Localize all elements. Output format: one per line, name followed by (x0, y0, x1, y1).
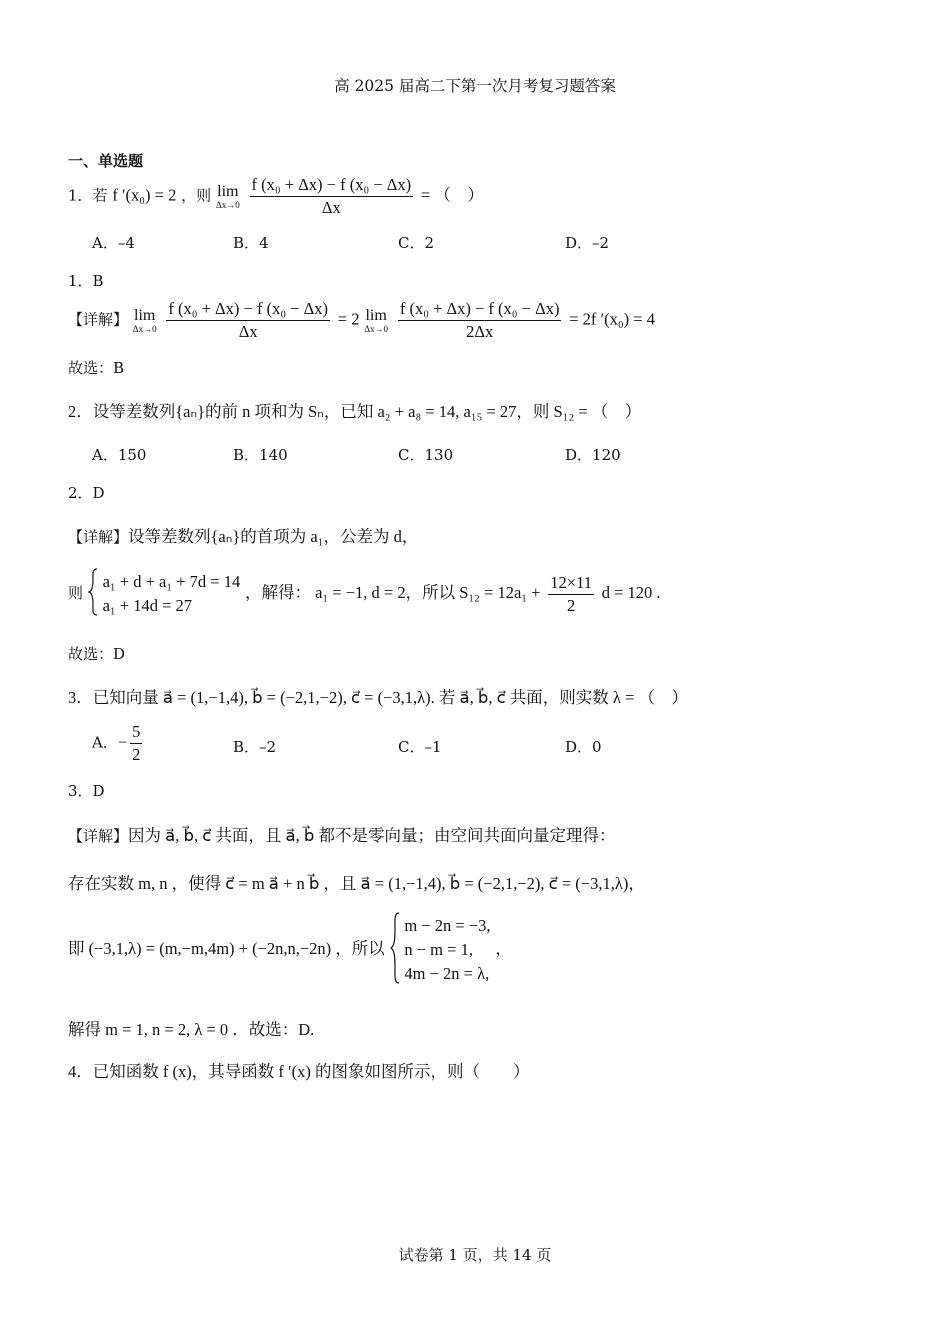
q2-solution (68, 568, 661, 620)
q3-detail-1 (68, 822, 616, 846)
q3-system-line-2: n − m = 1, (404, 940, 473, 959)
q2-system-prefix: 则 (68, 584, 84, 602)
q3-system (404, 914, 490, 986)
lim-word: lim (134, 306, 156, 324)
q3-detail-3 (68, 912, 512, 988)
fraction-numerator: 12×11 (550, 572, 592, 592)
q2-solve-end: d = 120 . (601, 583, 661, 602)
section-title: 一、单选题 (68, 152, 144, 170)
q2-system (103, 570, 241, 618)
lim-subscript: Δx→0 (215, 199, 240, 210)
q3-option-a (92, 722, 145, 765)
detail-label: 【详解】 (68, 827, 129, 845)
q2-system-line-1: a₁ + d + a₁ + 7d = 14 (102, 572, 241, 591)
q1-detail-fraction-1 (166, 299, 330, 342)
q1-stem-end: = （ ） (420, 185, 484, 205)
q1-choice: 故选：B (68, 359, 125, 377)
question-2-stem: 2．设等差数列{aₙ}的前 n 项和为 Sₙ，已知 a₂ + a₈ = 14, a₁₅ = 27，则 S₁₂ = （ ） (68, 402, 642, 421)
q2-answer: 2．D (68, 484, 105, 502)
option-label: A． (92, 733, 118, 752)
q2-option-c: C．130 (398, 446, 454, 464)
q1-condition: f ′(x₀) = 2 (112, 185, 177, 205)
q3-option-a-fraction (130, 722, 142, 765)
q1-detail-limit-1 (133, 308, 157, 334)
q1-limit (216, 184, 240, 210)
q3-option-c: C．–1 (398, 738, 442, 756)
lim-word: lim (365, 306, 387, 324)
fraction-denominator: Δx (166, 320, 330, 342)
q2-fraction (548, 573, 594, 616)
q3-option-b: B．–2 (233, 738, 277, 756)
fraction-numerator: 5 (132, 722, 141, 741)
q1-option-d: D．–2 (565, 234, 610, 252)
lim-subscript: Δx→0 (132, 323, 157, 334)
q1-detail (68, 299, 655, 342)
q2-option-a: A．150 (92, 446, 147, 464)
fraction-numerator: f (x₀ + Δx) − f (x₀ − Δx) (168, 299, 328, 318)
q2-detail-text: 设等差数列{aₙ}的首项为 a₁，公差为 d， (128, 527, 419, 546)
q1-detail-limit-2 (364, 308, 388, 334)
question-3-stem: 3．已知向量 a⃗ = (1,−1,4), b⃗ = (−2,1,−2), c⃗ = (−3,1,λ). 若 a⃗, b⃗, c⃗ 共面，则实数 λ = （ ） (68, 688, 688, 707)
lim-subscript: Δx→0 (364, 323, 389, 334)
q2-choice: 故选：D (68, 645, 126, 663)
q1-option-b: B．4 (233, 234, 269, 252)
detail-label: 【详解】 (68, 528, 129, 546)
fraction-denominator: 2Δx (398, 320, 562, 342)
lim-word: lim (217, 182, 239, 200)
q3-system-line-1: m − 2n = −3, (404, 916, 491, 935)
left-brace-icon (88, 568, 98, 620)
question-1-stem (68, 175, 484, 218)
q1-detail-fraction-2 (398, 299, 562, 342)
left-brace-icon (390, 912, 400, 988)
q1-fraction (250, 175, 414, 218)
q1-prefix: 1．若 (68, 186, 108, 205)
q1-mid-text: ，则 (181, 186, 212, 205)
q1-answer: 1．B (68, 272, 104, 290)
q3-detail-line-1: 因为 a⃗, b⃗, c⃗ 共面，且 a⃗, b⃗ 都不是零向量；由空间共面向量定理得： (128, 826, 616, 845)
fraction-denominator: 2 (548, 594, 594, 616)
q3-detail-line-3: 即 (−3,1,λ) = (m,−m,4m) + (−2n,n,−2n) ，所以 (68, 939, 385, 958)
q2-option-d: D．120 (565, 446, 621, 464)
q1-option-a: A．–4 (92, 234, 135, 252)
fraction-denominator: 2 (132, 745, 141, 764)
q2-option-b: B．140 (233, 446, 288, 464)
page-footer: 试卷第 1 页，共 14 页 (398, 1246, 552, 1264)
q3-detail-4: 解得 m = 1, n = 2, λ = 0 ．故选：D. (68, 1020, 315, 1039)
q3-answer: 3．D (68, 782, 105, 800)
q2-detail (68, 523, 418, 547)
detail-label: 【详解】 (68, 310, 129, 329)
q1-fraction-denominator: Δx (250, 196, 414, 218)
q1-option-c: C．2 (398, 234, 435, 252)
q3-system-suffix: ， (495, 939, 512, 958)
q1-detail-end: = 2f ′(x₀) = 4 (569, 309, 655, 329)
option-sign: − (117, 732, 128, 752)
q2-system-line-2: a₁ + 14d = 27 (102, 596, 193, 615)
q3-system-line-3: 4m − 2n = λ, (404, 964, 490, 983)
q1-fraction-numerator: f (x₀ + Δx) − f (x₀ − Δx) (251, 175, 412, 194)
q2-solve-text: ，解得： a₁ = −1, d = 2，所以 S₁₂ = 12a₁ + (244, 583, 541, 602)
page-title: 高 2025 届高二下第一次月考复习题答案 (334, 77, 616, 95)
fraction-numerator: f (x₀ + Δx) − f (x₀ − Δx) (399, 299, 560, 318)
q3-option-d: D．0 (565, 738, 602, 756)
question-4-stem: 4．已知函数 f (x)，其导函数 f ′(x) 的图象如图所示，则（ ） (68, 1062, 530, 1081)
q3-detail-2: 存在实数 m, n ，使得 c⃗ = m a⃗ + n b⃗ ，且 a⃗ = (1,−1,4), b⃗ = (−2,1,−2), c⃗ = (−3,1,λ)， (68, 874, 645, 893)
q1-detail-mid: = 2 (337, 309, 360, 329)
